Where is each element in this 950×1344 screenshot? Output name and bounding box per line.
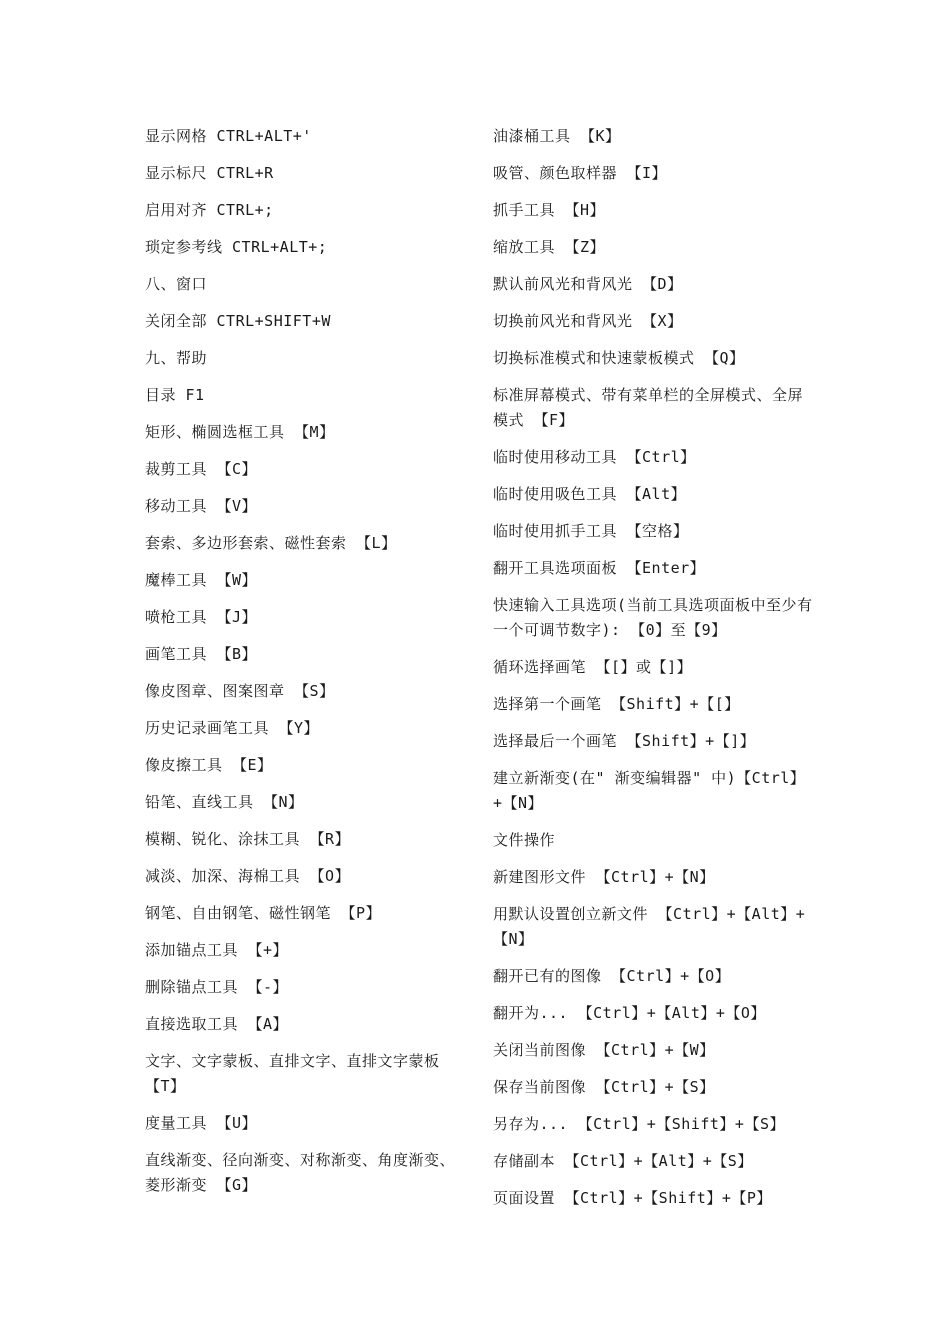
shortcut-entry: 默认前风光和背风光 【D】 — [493, 275, 683, 293]
shortcut-entry: 保存当前图像 【Ctrl】+【S】 — [493, 1078, 715, 1096]
shortcut-entry: 文字、文字蒙板、直排文字、直排文字蒙板 【T】 — [145, 1052, 440, 1095]
shortcut-entry: 目录 F1 — [145, 386, 205, 404]
shortcut-entry: 翻开为... 【Ctrl】+【Alt】+【O】 — [493, 1004, 766, 1022]
shortcut-entry: 矩形、椭圆选框工具 【M】 — [145, 423, 335, 441]
shortcut-entry: 喷枪工具 【J】 — [145, 608, 258, 626]
shortcut-entry: 另存为... 【Ctrl】+【Shift】+【S】 — [493, 1115, 785, 1133]
section-heading: 文件操作 — [493, 831, 556, 849]
shortcut-entry: 关闭全部 CTRL+SHIFT+W — [145, 312, 331, 330]
shortcut-entry: 模糊、锐化、涂抹工具 【R】 — [145, 830, 351, 848]
shortcut-entry: 显示标尺 CTRL+R — [145, 164, 274, 182]
shortcut-entry: 新建图形文件 【Ctrl】+【N】 — [493, 868, 715, 886]
shortcut-entry: 缩放工具 【Z】 — [493, 238, 606, 256]
shortcut-entry: 抓手工具 【H】 — [493, 201, 606, 219]
left-column — [145, 124, 460, 1210]
shortcut-entry: 添加锚点工具 【+】 — [145, 941, 289, 959]
shortcut-entry: 减淡、加深、海棉工具 【O】 — [145, 867, 351, 885]
shortcut-entry: 建立新渐变(在" 渐变编辑器" 中)【Ctrl】+【N】 — [493, 769, 806, 812]
shortcut-entry: 临时使用抓手工具 【空格】 — [493, 522, 689, 540]
shortcut-entry: 用默认设置创立新文件 【Ctrl】+【Alt】+【N】 — [493, 905, 806, 948]
shortcut-entry: 关闭当前图像 【Ctrl】+【W】 — [493, 1041, 715, 1059]
section-heading: 九、帮助 — [145, 349, 208, 367]
shortcut-entry: 直线渐变、径向渐变、对称渐变、角度渐变、菱形渐变 【G】 — [145, 1151, 456, 1194]
shortcut-entry: 像皮图章、图案图章 【S】 — [145, 682, 335, 700]
shortcut-entry: 选择第一个画笔 【Shift】+【[】 — [493, 695, 740, 713]
shortcut-entry: 标准屏幕模式、带有菜单栏的全屏模式、全屏模式 【F】 — [493, 386, 804, 429]
shortcut-entry: 钢笔、自由钢笔、磁性钢笔 【P】 — [145, 904, 382, 922]
shortcut-entry: 临时使用移动工具 【Ctrl】 — [493, 448, 696, 466]
shortcut-entry: 页面设置 【Ctrl】+【Shift】+【P】 — [493, 1189, 772, 1207]
shortcut-entry: 画笔工具 【B】 — [145, 645, 258, 663]
shortcut-entry: 吸管、颜色取样器 【I】 — [493, 164, 668, 182]
shortcut-entry: 魔棒工具 【W】 — [145, 571, 258, 589]
shortcut-entry: 翻开工具选项面板 【Enter】 — [493, 559, 706, 577]
shortcut-entry: 裁剪工具 【C】 — [145, 460, 258, 478]
shortcut-entry: 启用对齐 CTRL+; — [145, 201, 274, 219]
shortcut-entry: 存储副本 【Ctrl】+【Alt】+【S】 — [493, 1152, 753, 1170]
shortcut-entry: 翻开已有的图像 【Ctrl】+【O】 — [493, 967, 731, 985]
section-heading: 八、窗口 — [145, 275, 208, 293]
shortcut-entry: 临时使用吸色工具 【Alt】 — [493, 485, 687, 503]
shortcut-entry: 套索、多边形套索、磁性套索 【L】 — [145, 534, 397, 552]
shortcut-entry: 切换标准模式和快速蒙板模式 【Q】 — [493, 349, 745, 367]
shortcut-entry: 像皮擦工具 【E】 — [145, 756, 273, 774]
shortcut-entry: 循环选择画笔 【[】或【]】 — [493, 658, 693, 676]
shortcut-entry: 删除锚点工具 【-】 — [145, 978, 289, 996]
shortcut-entry: 度量工具 【U】 — [145, 1114, 258, 1132]
shortcut-entry: 琐定参考线 CTRL+ALT+; — [145, 238, 328, 256]
shortcut-entry: 显示网格 CTRL+ALT+' — [145, 127, 312, 145]
shortcut-entry: 切换前风光和背风光 【X】 — [493, 312, 683, 330]
shortcut-entry: 历史记录画笔工具 【Y】 — [145, 719, 320, 737]
shortcut-entry: 选择最后一个画笔 【Shift】+【]】 — [493, 732, 756, 750]
right-column — [493, 124, 813, 1223]
shortcut-entry: 油漆桶工具 【K】 — [493, 127, 621, 145]
shortcut-entry: 直接选取工具 【A】 — [145, 1015, 289, 1033]
shortcut-entry: 铅笔、直线工具 【N】 — [145, 793, 304, 811]
shortcut-entry: 移动工具 【V】 — [145, 497, 258, 515]
shortcut-entry: 快速输入工具选项(当前工具选项面板中至少有一个可调节数字): 【0】至【9】 — [493, 596, 813, 639]
